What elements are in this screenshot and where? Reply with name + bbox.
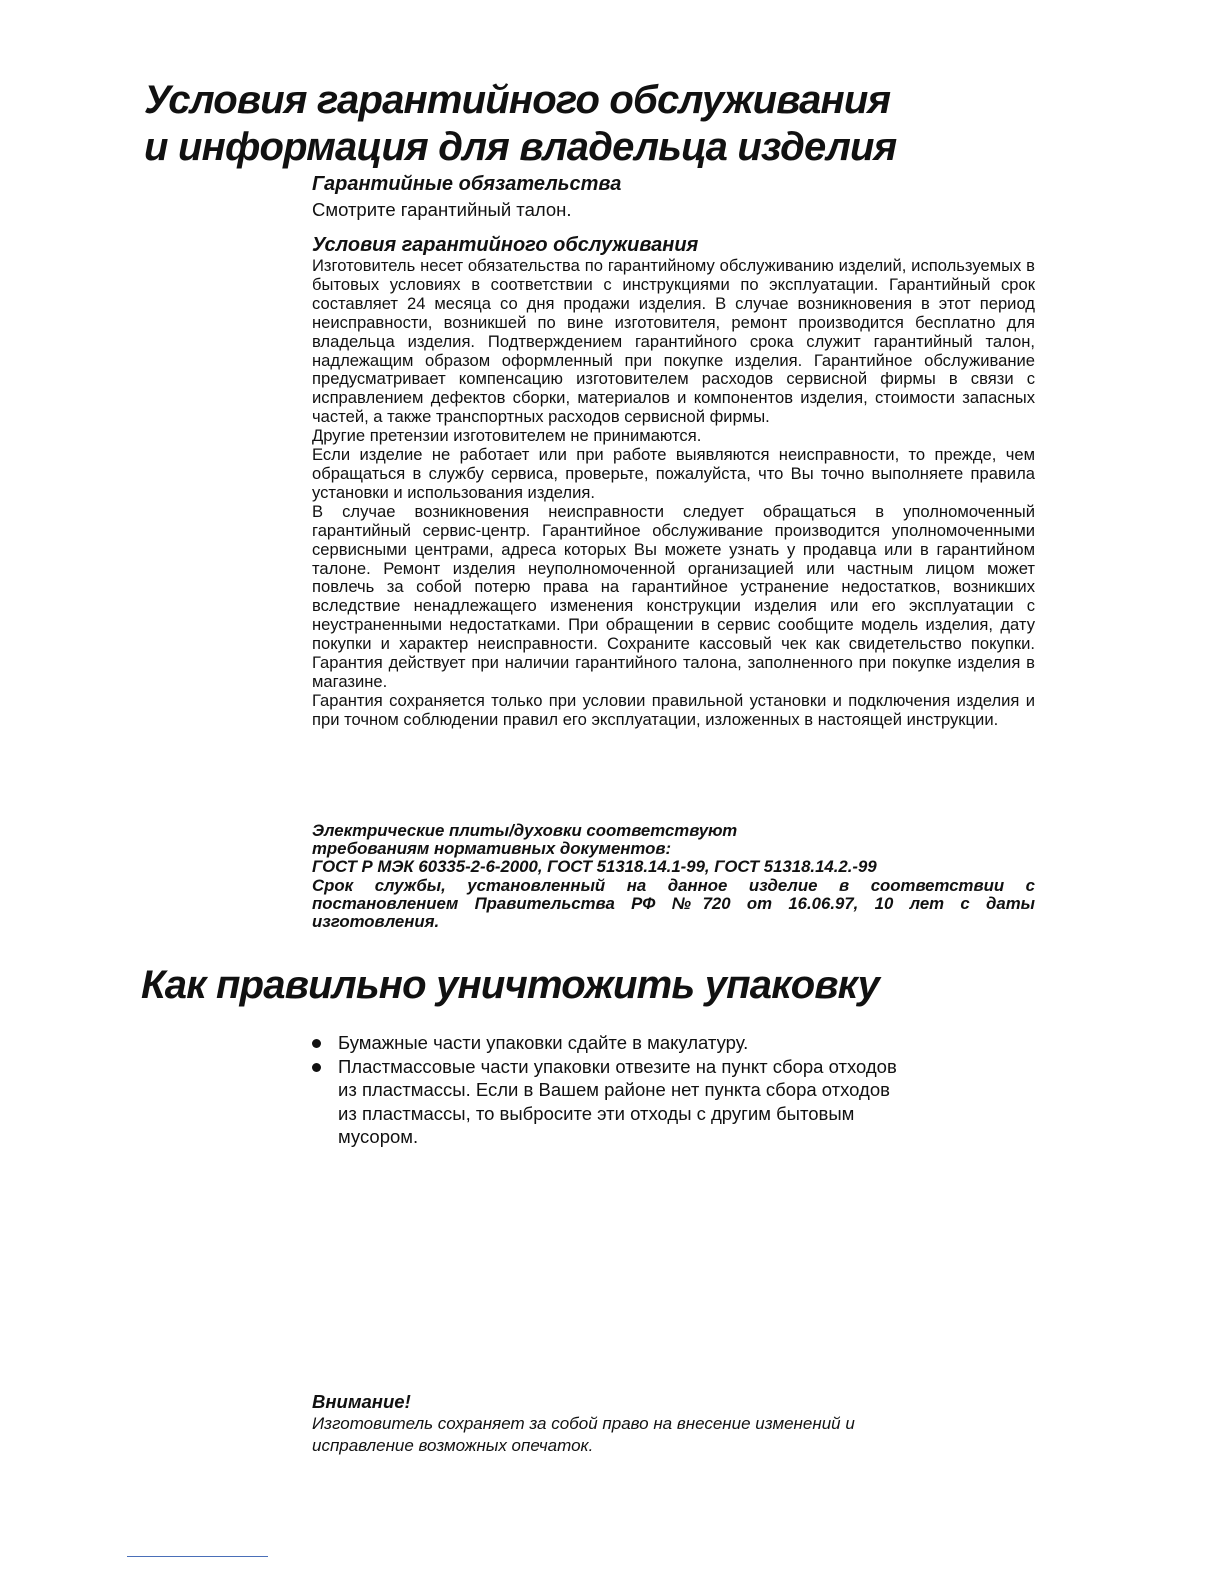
warranty-obligations-text: Смотрите гарантийный талон. [312,199,572,220]
bullet-icon [312,1039,321,1048]
list-item-text: Пластмассовые части упаковки отвезите на пункт сбора отходов из пластмассы. Если в Вашем районе нет пункта сбора отходов из пластмассы, то выбросите эти отходы с другим бытовым мусором. [338,1055,897,1148]
page-title-line-2: и информация для владельца изделия [144,125,897,169]
warranty-obligations-heading: Гарантийные обязательства [312,173,622,195]
standards-gost-list: ГОСТ Р МЭК 60335-2-6-2000, ГОСТ 51318.14.1-99, ГОСТ 51318.14.2.-99 [312,857,877,877]
warranty-conditions-section [312,234,1035,730]
warranty-obligations-section [312,173,1035,221]
bullet-icon [312,1063,321,1072]
notice-text: Изготовитель сохраняет за собой право на внесение изменений и исправление возможных опечаток. [312,1414,855,1455]
warranty-conditions-paragraph: Если изделие не работает или при работе выявляются неисправности, то прежде, чем обращаться в службу сервиса, проверьте, пожалуйста, что Вы точно выполняете правила установки и использования изделия. [312,445,1035,502]
list-item [312,1031,912,1055]
page-title [144,77,896,171]
packaging-disposal-title: Как правильно уничтожить упаковку [141,963,880,1007]
warranty-conditions-paragraph: Изготовитель несет обязательства по гарантийному обслуживанию изделий, используемых в бытовых условиях в соответствии с инструкциями по эксплуатации. Гарантийный срок составляет 24 месяца со дня продажи изделия. В случае возникновения в этот период неисправности, возникшей по вине изготовителя, ремонт производится бесплатно для владельца изделия. Подтверждением гарантийного срока служит гарантийный талон, надлежащим образом оформленный при покупке изделия. Гарантийное обслуживание предусматривает компенсацию изготовителем расходов сервисной фирмы в связи с исправлением дефектов сборки, материалов и компонентов изделия, стоимости запасных частей, а также транспортных расходов сервисной фирмы. [312,256,1035,427]
notice-heading: Внимание! [312,1391,411,1412]
standards-compliance-block [312,822,1035,931]
notice-section [312,1390,952,1457]
standards-line: требованиям нормативных документов: [312,839,672,859]
footer-divider [127,1556,268,1557]
standards-line: Электрические плиты/духовки соответствуют [312,821,738,840]
warranty-conditions-paragraph: В случае возникновения неисправности следует обращаться в уполномоченный гарантийный сервис-центр. Гарантийное обслуживание производится уполномоченными сервисными центрами, адреса которых Вы можете узнать у продавца или в гарантийном талоне. Ремонт изделия неуполномоченной организацией или частным лицом может повлечь за собой потерю права на гарантийное устранение недостатков, возникших вследствие ненадлежащего изменения конструкции изделия или его эксплуатации с неустраненными недостатками. При обращении в сервис сообщите модель изделия, дату покупки и характер неисправности. Сохраните кассовый чек как свидетельство покупки. Гарантия действует при наличии гарантийного талона, заполненного при покупке изделия в магазине. [312,501,1035,691]
list-item [312,1055,912,1149]
service-life-text: Срок службы, установленный на данное изделие в соответствии с постановлением Правительства РФ №720 от 16.06.97, 10 лет с даты изготовления. [312,875,1035,932]
warranty-conditions-paragraph: Гарантия сохраняется только при условии правильной установки и подключения изделия и при точном соблюдении правил его эксплуатации, изложенных в настоящей инструкции. [312,690,1035,729]
packaging-disposal-list [312,1031,912,1149]
warranty-conditions-paragraph: Другие претензии изготовителем не принимаются. [312,426,702,446]
page-title-line-1: Условия гарантийного обслуживания [144,78,891,122]
warranty-conditions-heading: Условия гарантийного обслуживания [312,234,699,256]
list-item-text: Бумажные части упаковки сдайте в макулатуру. [338,1032,749,1053]
